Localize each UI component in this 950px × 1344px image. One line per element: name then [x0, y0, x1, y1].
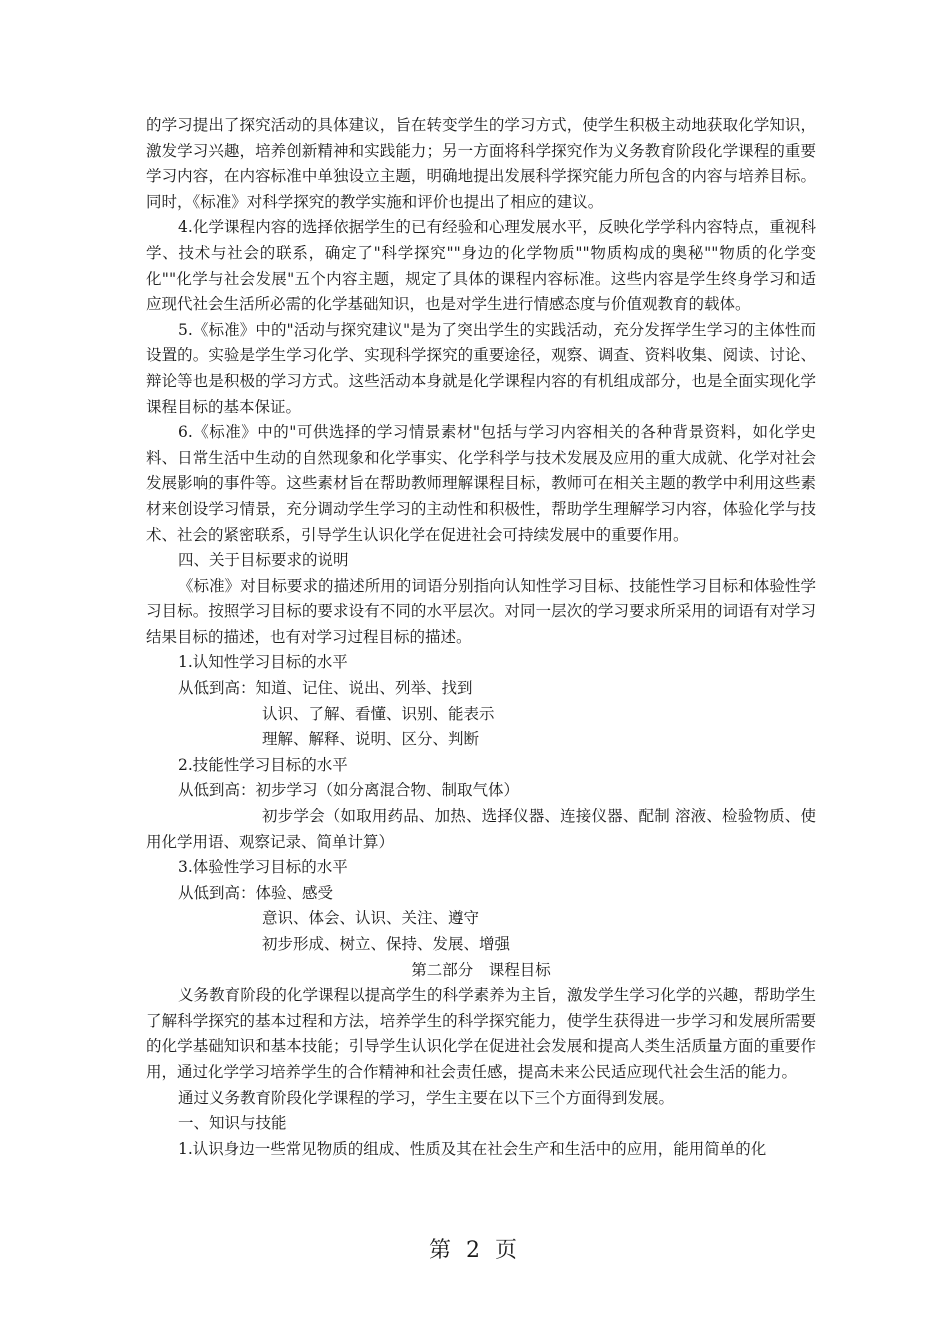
paragraph-item-6: 6.《标准》中的"可供选择的学习情景素材"包括与学习内容相关的各种背景资料，如化学史料、日常生活中生动的自然现象和化学事实、化学科学与技术发展及应用的重大成就、化学对社会发展影响的事件等。这些素材旨在帮助教师理解课程目标，教师可在相关主题的教学中利用这些素材来创设学习情景，充分调动学生学习的主动性和积极性，帮助学生理解学习内容，体验化学与技术、社会的紧密联系，引导学生认识化学在促进社会可持续发展中的重要作用。	[146, 423, 816, 544]
experience-level-2: 意识、体会、认识、关注、遵守	[262, 909, 480, 928]
cognitive-level-3: 理解、解释、说明、区分、判断	[262, 730, 480, 749]
subheading-experience: 3.体验性学习目标的水平	[178, 858, 348, 877]
experience-level-3: 初步形成、树立、保持、发展、增强	[262, 935, 511, 953]
section-heading-4: 四、关于目标要求的说明	[178, 551, 349, 570]
cognitive-level-2: 认识、了解、看懂、识别、能表示	[262, 704, 495, 723]
paragraph-item-4: 4.化学课程内容的选择依据学生的已有经验和心理发展水平，反映化学学科内容特点，重视科学、技术与社会的联系，确定了"科学探究""身边的化学物质""物质构成的奥秘""物质的化学变化""化学与社会发展"五个内容主题，规定了具体的课程内容标准。这些内容是学生终身学习和适应现代社会生活所必需的化学基础知识，也是对学生进行情感态度与价值观教育的载体。	[146, 218, 816, 314]
page-number: 第 2 页	[429, 1238, 521, 1263]
skill-level-1: 从低到高：初步学习（如分离混合物、制取气体）	[178, 781, 520, 800]
paragraph-continuation: 的学习提出了探究活动的具体建议，旨在转变学生的学习方式，使学生积极主动地获取化学知识，激发学习兴趣，培养创新精神和实践能力；另一方面将科学探究作为义务教育阶段化学课程的重要学习内容，在内容标准中单独设立主题，明确地提出发展科学探究能力所包含的内容与培养目标。同时，《标准》对科学探究的教学实施和评价也提出了相应的建议。	[146, 116, 816, 211]
skill-level-2: 初步学会（如取用药品、加热、选择仪器、连接仪器、配制 溶液、检验物质、使用化学用语、观察记录、简单计算）	[146, 807, 816, 851]
subheading-cognitive: 1.认知性学习目标的水平	[178, 653, 348, 672]
paragraph-three-aspects: 通过义务教育阶段化学课程的学习，学生主要在以下三个方面得到发展。	[178, 1088, 675, 1107]
paragraph-item-5: 5.《标准》中的"活动与探究建议"是为了突出学生的实践活动，充分发挥学生学习的主体性而设置的。实验是学生学习化学、实现科学探究的重要途径，观察、调查、资料收集、阅读、讨论、辩论等也是积极的学习方式。这些活动本身就是化学课程内容的有机组成部分，也是全面实现化学课程目标的基本保证。	[146, 320, 816, 416]
subheading-skill: 2.技能性学习目标的水平	[178, 755, 348, 774]
experience-level-1: 从低到高：体验、感受	[178, 883, 334, 902]
paragraph-course-goal: 义务教育阶段的化学课程以提高学生的科学素养为主旨，激发学生学习化学的兴趣，帮助学生了解科学探究的基本过程和方法，培养学生的科学探究能力，使学生获得进一步学习和发展所需要的化学基础知识和基本技能；引导学生认识化学在促进社会发展和提高人类生活质量方面的重要作用，通过化学学习培养学生的合作精神和社会责任感，提高未来公民适应现代社会生活的能力。	[146, 986, 816, 1081]
section-heading-knowledge-skills: 一、知识与技能	[178, 1114, 287, 1133]
document-body	[146, 113, 816, 1162]
paragraph-knowledge-item-1: 1.认识身边一些常见物质的组成、性质及其在社会生产和生活中的应用，能用简单的化	[178, 1139, 767, 1158]
cognitive-level-1: 从低到高：知道、记住、说出、列举、找到	[178, 679, 473, 698]
part-two-title: 第二部分 课程目标	[411, 960, 551, 979]
paragraph-target-description: 《标准》对目标要求的描述所用的词语分别指向认知性学习目标、技能性学习目标和体验性学习目标。按照学习目标的要求设有不同的水平层次。对同一层次的学习要求所采用的词语有对学习结果目标的描述，也有对学习过程目标的描述。	[146, 576, 816, 646]
